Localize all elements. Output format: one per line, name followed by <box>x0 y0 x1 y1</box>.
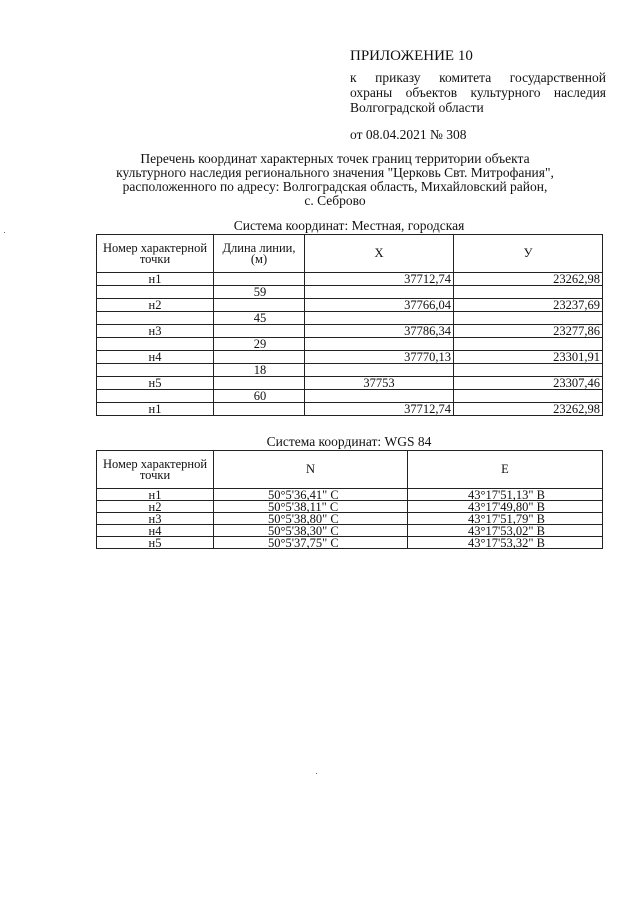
point-y: 23307,46 <box>454 377 603 390</box>
longitude: 43°17'53,02" В <box>408 525 603 537</box>
table-row <box>97 390 603 403</box>
header-n: N <box>214 451 408 489</box>
scan-speck <box>4 232 5 233</box>
longitude: 43°17'53,32" В <box>408 537 603 549</box>
local-system-title: Система координат: Местная, городская <box>233 218 465 233</box>
order-date: от 08.04.2021 № 308 <box>350 127 467 142</box>
wgs-system-title: Система координат: WGS 84 <box>266 434 432 449</box>
table-row <box>97 273 603 286</box>
latitude: 50°5'38,11" С <box>214 501 408 513</box>
order-line-3: Волгоградской области <box>350 100 484 115</box>
latitude: 50°5'36,41" С <box>214 489 408 501</box>
header-length: Длина линии, (м) <box>214 235 305 273</box>
longitude: 43°17'49,80" В <box>408 501 603 513</box>
point-name: н3 <box>97 325 214 338</box>
order-line-2: охраны объектов культурного наследия <box>350 85 606 100</box>
title-line-4: с. Себрово <box>304 193 366 208</box>
wgs-table-header <box>97 451 603 489</box>
point-x: 37786,34 <box>305 325 454 338</box>
latitude: 50°5'37,75" С <box>214 537 408 549</box>
point-name: н1 <box>97 403 214 416</box>
table-row <box>97 286 603 299</box>
header-y: У <box>454 235 603 273</box>
point-y: 23301,91 <box>454 351 603 364</box>
segment-length: 59 <box>214 286 305 299</box>
point-name: н4 <box>97 525 214 537</box>
point-name: н2 <box>97 299 214 312</box>
annex-title: ПРИЛОЖЕНИЕ 10 <box>350 48 473 64</box>
table-row <box>97 364 603 377</box>
table-row <box>97 525 603 537</box>
table-row <box>97 351 603 364</box>
point-x: 37712,74 <box>305 403 454 416</box>
point-name: н3 <box>97 513 214 525</box>
point-x: 37766,04 <box>305 299 454 312</box>
table-row <box>97 338 603 351</box>
longitude: 43°17'51,79" В <box>408 513 603 525</box>
table-row <box>97 325 603 338</box>
table-row <box>97 312 603 325</box>
latitude: 50°5'38,30" С <box>214 525 408 537</box>
table-row <box>97 299 603 312</box>
document-title <box>80 152 590 208</box>
longitude: 43°17'51,13" В <box>408 489 603 501</box>
local-coordinates-table <box>96 234 603 416</box>
local-table-header <box>97 235 603 273</box>
point-name: н1 <box>97 273 214 286</box>
point-y: 23237,69 <box>454 299 603 312</box>
header-point: Номер характерной точки <box>97 235 214 273</box>
wgs-coordinates-section <box>96 434 602 549</box>
point-x: 37753 <box>305 377 454 390</box>
segment-length: 60 <box>214 390 305 403</box>
table-row <box>97 513 603 525</box>
table-row <box>97 377 603 390</box>
point-y: 23277,86 <box>454 325 603 338</box>
point-x: 37770,13 <box>305 351 454 364</box>
table-row <box>97 403 603 416</box>
point-y: 23262,98 <box>454 273 603 286</box>
table-row <box>97 501 603 513</box>
local-coordinates-section <box>96 218 602 416</box>
segment-length: 29 <box>214 338 305 351</box>
table-row <box>97 537 603 549</box>
segment-length: 45 <box>214 312 305 325</box>
title-line-3: расположенного по адресу: Волгоградская область, Михайловский район, <box>122 179 548 194</box>
point-name: н2 <box>97 501 214 513</box>
point-x: 37712,74 <box>305 273 454 286</box>
point-name: н1 <box>97 489 214 501</box>
point-name: н5 <box>97 537 214 549</box>
segment-length: 18 <box>214 364 305 377</box>
title-line-1: Перечень координат характерных точек границ территории объекта <box>140 151 530 166</box>
wgs-coordinates-table <box>96 450 603 549</box>
latitude: 50°5'38,80" С <box>214 513 408 525</box>
point-y: 23262,98 <box>454 403 603 416</box>
scan-speck <box>316 773 317 774</box>
header-x: X <box>305 235 454 273</box>
title-line-2: культурного наследия регионального значения "Церковь Свт. Митрофания", <box>116 165 554 180</box>
point-name: н5 <box>97 377 214 390</box>
table-row <box>97 489 603 501</box>
order-line-1: к приказу комитета государственной <box>350 70 606 85</box>
point-name: н4 <box>97 351 214 364</box>
header-point: Номер характерной точки <box>97 451 214 489</box>
order-reference <box>350 70 606 115</box>
header-e: E <box>408 451 603 489</box>
